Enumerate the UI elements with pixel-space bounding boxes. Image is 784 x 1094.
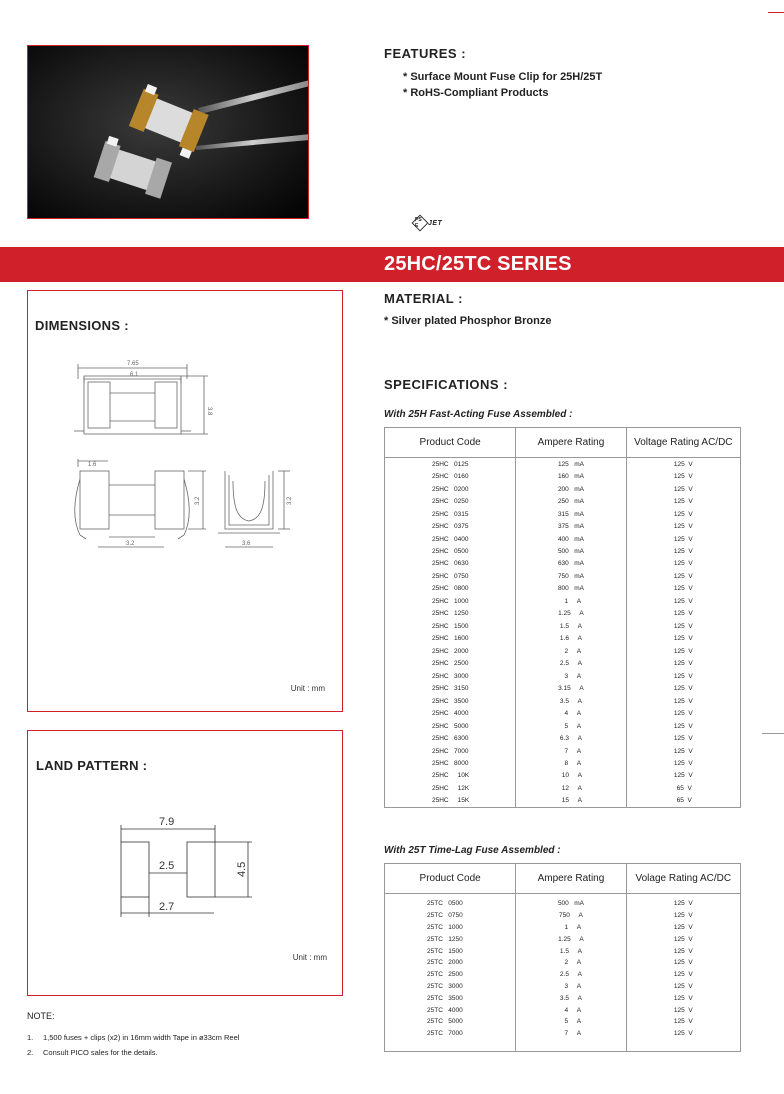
header-voltage-rating: Volage Rating AC/DC <box>635 873 732 884</box>
product-code-cell: 25HC 0750 <box>432 572 469 580</box>
product-code-cell: 25TC 1250 <box>427 935 463 943</box>
note-item: 2. Consult PICO sales for the details. <box>27 1048 158 1057</box>
features-section <box>384 46 764 101</box>
ampere-rating-cell: 10 A <box>559 772 582 780</box>
material-heading: MATERIAL : <box>384 291 463 306</box>
product-code-cell: 25TC 1500 <box>427 947 463 955</box>
ampere-rating-cell: 3.5 A <box>559 697 582 705</box>
product-code-cell: 25HC 1600 <box>432 635 469 643</box>
dim-label-height-side: 3.8 <box>206 407 212 416</box>
product-photo <box>27 45 309 219</box>
pse-mark-icon: PS E <box>412 215 429 232</box>
feature-item: * Surface Mount Fuse Clip for 25H/25T <box>403 71 603 83</box>
product-code-cell: 25TC 5000 <box>427 1018 463 1026</box>
table-25h-code-column <box>385 458 516 807</box>
product-code-cell: 25HC 12K <box>432 784 470 792</box>
product-code-cell: 25HC 3000 <box>432 672 469 680</box>
table-25h-ampere-column <box>516 458 626 807</box>
voltage-rating-cell: 125 V <box>673 772 693 780</box>
table-25t-voltage-column <box>627 894 740 1051</box>
product-code-cell: 25HC 1500 <box>432 622 469 630</box>
product-code-cell: 25TC 4000 <box>427 1006 463 1014</box>
voltage-rating-cell: 125 V <box>673 900 693 908</box>
ampere-rating-cell: 1.25 A <box>558 935 584 943</box>
voltage-rating-cell: 125 V <box>673 710 693 718</box>
header-ampere-rating: Ampere Rating <box>516 864 626 893</box>
ampere-rating-cell: 7 A <box>560 1030 582 1038</box>
ampere-rating-cell: 4 A <box>560 710 582 718</box>
voltage-rating-cell: 125 V <box>673 935 693 943</box>
land-label-total: 7.9 <box>159 816 175 828</box>
land-label-height: 4.5 <box>236 861 248 877</box>
voltage-rating-cell: 125 V <box>673 660 693 668</box>
voltage-rating-cell: 125 V <box>673 735 693 743</box>
product-code-cell: 25HC 0375 <box>432 523 469 531</box>
voltage-rating-cell: 125 V <box>673 1018 693 1026</box>
material-section <box>384 291 764 327</box>
voltage-rating-cell: 125 V <box>673 597 693 605</box>
voltage-rating-cell: 125 V <box>673 585 693 593</box>
voltage-rating-cell: 125 V <box>673 572 693 580</box>
land-pattern-panel <box>27 730 343 996</box>
voltage-rating-cell: 125 V <box>673 971 693 979</box>
product-code-cell: 25HC 0500 <box>432 548 469 556</box>
product-code-cell: 25HC 6300 <box>432 735 469 743</box>
voltage-rating-cell: 125 V <box>673 912 693 920</box>
specifications-heading: SPECIFICATIONS : <box>384 377 509 392</box>
dim-label-clip-width: 1.6 <box>88 462 97 468</box>
product-code-cell: 25HC 4000 <box>432 710 469 718</box>
table-25h-caption: With 25H Fast-Acting Fuse Assembled : <box>384 409 573 420</box>
ampere-rating-cell: 750 A <box>559 912 583 920</box>
table-25t-ampere-column <box>516 894 626 1051</box>
table-25t-code-column <box>385 894 516 1051</box>
dimensions-heading: DIMENSIONS : <box>35 318 129 333</box>
side-accent-line <box>762 733 784 734</box>
ampere-rating-cell: 1.25 A <box>558 610 584 618</box>
product-code-cell: 25HC 0400 <box>432 535 469 543</box>
dimensions-panel <box>27 290 343 712</box>
header-product-code: Product Code <box>385 864 516 893</box>
land-pattern-unit: Unit : mm <box>292 953 327 962</box>
voltage-rating-cell: 125 V <box>673 635 693 643</box>
land-pattern-heading: LAND PATTERN : <box>36 758 148 773</box>
voltage-rating-cell: 125 V <box>673 610 693 618</box>
product-code-cell: 25HC 0125 <box>432 460 469 468</box>
table-25h-header <box>385 428 740 458</box>
product-code-cell: 25TC 3000 <box>427 982 463 990</box>
land-label-pad-width: 2.7 <box>159 901 175 913</box>
table-25h <box>384 427 741 808</box>
voltage-rating-cell: 125 V <box>673 722 693 730</box>
voltage-rating-cell: 125 V <box>673 535 693 543</box>
ampere-rating-cell: 2 A <box>560 647 582 655</box>
voltage-rating-cell: 125 V <box>673 460 693 468</box>
table-25t <box>384 863 741 1052</box>
voltage-rating-cell: 125 V <box>673 947 693 955</box>
ampere-rating-cell: 2.5 A <box>559 971 582 979</box>
dim-label-height-front: 3.2 <box>195 496 201 505</box>
product-code-cell: 25HC 0250 <box>432 498 469 506</box>
product-code-cell: 25TC 2000 <box>427 959 463 967</box>
product-code-cell: 25TC 7000 <box>427 1030 463 1038</box>
product-code-cell: 25TC 0500 <box>427 900 463 908</box>
jet-mark-label: JET <box>428 219 443 227</box>
ampere-rating-cell: 750 mA <box>557 572 584 580</box>
features-heading: FEATURES : <box>384 46 467 61</box>
product-code-cell: 25HC 0315 <box>432 510 469 518</box>
ampere-rating-cell: 6.3 A <box>559 735 582 743</box>
dimensions-drawing <box>28 349 344 589</box>
ampere-rating-cell: 5 A <box>560 1018 582 1026</box>
product-code-cell: 25HC 2500 <box>432 660 469 668</box>
product-code-cell: 25HC 0200 <box>432 485 469 493</box>
product-code-cell: 25HC 0630 <box>432 560 469 568</box>
table-25h-body <box>385 458 740 807</box>
ampere-rating-cell: 375 mA <box>557 523 584 531</box>
product-code-cell: 25HC 0800 <box>432 585 469 593</box>
product-code-cell: 25HC 1250 <box>432 610 469 618</box>
ampere-rating-cell: 15 A <box>559 797 582 805</box>
table-25h-voltage-column <box>627 458 740 807</box>
ampere-rating-cell: 1 A <box>560 597 582 605</box>
product-code-cell: 25HC 2000 <box>432 647 469 655</box>
notes-list <box>27 1030 347 1060</box>
product-code-cell: 25TC 2500 <box>427 971 463 979</box>
ampere-rating-cell: 2 A <box>560 959 582 967</box>
voltage-rating-cell: 125 V <box>673 647 693 655</box>
product-code-cell: 25HC 8000 <box>432 759 469 767</box>
table-25t-body <box>385 894 740 1051</box>
ampere-rating-cell: 500 mA <box>557 548 584 556</box>
ampere-rating-cell: 1 A <box>560 923 582 931</box>
voltage-rating-cell: 125 V <box>673 560 693 568</box>
ampere-rating-cell: 315 mA <box>557 510 584 518</box>
ampere-rating-cell: 2.5 A <box>559 660 582 668</box>
ampere-rating-cell: 500 mA <box>557 900 584 908</box>
product-code-cell: 25TC 3500 <box>427 994 463 1002</box>
voltage-rating-cell: 125 V <box>673 498 693 506</box>
land-label-gap: 2.5 <box>159 860 175 872</box>
product-code-cell: 25HC 0160 <box>432 473 469 481</box>
ampere-rating-cell: 1.5 A <box>559 947 582 955</box>
voltage-rating-cell: 125 V <box>673 622 693 630</box>
voltage-rating-cell: 125 V <box>673 1006 693 1014</box>
header-ampere-rating: Ampere Rating <box>516 428 626 457</box>
voltage-rating-cell: 125 V <box>673 994 693 1002</box>
product-code-cell: 25HC 5000 <box>432 722 469 730</box>
ampere-rating-cell: 3 A <box>560 672 582 680</box>
series-banner <box>0 247 784 282</box>
voltage-rating-cell: 125 V <box>673 685 693 693</box>
land-pattern-drawing <box>28 811 344 951</box>
note-item: 1. 1,500 fuses + clips (x2) in 16mm width Tape in ø33cm Reel <box>27 1033 240 1042</box>
product-code-cell: 25HC 7000 <box>432 747 469 755</box>
product-code-cell: 25TC 1000 <box>427 923 463 931</box>
material-text: * Silver plated Phosphor Bronze <box>384 315 552 327</box>
product-code-cell: 25HC 1000 <box>432 597 469 605</box>
table-25t-caption: With 25T Time-Lag Fuse Assembled : <box>384 845 561 856</box>
ampere-rating-cell: 12 A <box>559 784 582 792</box>
ampere-rating-cell: 250 mA <box>557 498 584 506</box>
voltage-rating-cell: 65 V <box>674 797 692 805</box>
specifications-section <box>384 377 508 392</box>
notes-title: NOTE: <box>27 1011 55 1021</box>
product-code-cell: 25HC 15K <box>432 797 470 805</box>
certification-marks <box>414 216 442 230</box>
ampere-rating-cell: 125 mA <box>557 460 584 468</box>
voltage-rating-cell: 125 V <box>673 523 693 531</box>
dim-label-clip-depth: 3.6 <box>242 541 251 547</box>
voltage-rating-cell: 125 V <box>673 959 693 967</box>
ampere-rating-cell: 1.5 A <box>559 622 582 630</box>
dim-label-clip-span: 6.1 <box>130 372 139 378</box>
ampere-rating-cell: 400 mA <box>557 535 584 543</box>
voltage-rating-cell: 125 V <box>673 759 693 767</box>
voltage-rating-cell: 125 V <box>673 923 693 931</box>
voltage-rating-cell: 125 V <box>673 672 693 680</box>
voltage-rating-cell: 125 V <box>673 982 693 990</box>
voltage-rating-cell: 65 V <box>674 784 692 792</box>
dim-label-end-height: 3.2 <box>287 496 293 505</box>
corner-accent-line <box>768 12 784 13</box>
voltage-rating-cell: 125 V <box>673 1030 693 1038</box>
product-code-cell: 25HC 10K <box>432 772 470 780</box>
voltage-rating-cell: 125 V <box>673 510 693 518</box>
feature-item: * RoHS-Compliant Products <box>403 87 549 99</box>
header-product-code: Product Code <box>385 428 516 457</box>
ampere-rating-cell: 1.6 A <box>559 635 582 643</box>
header-voltage-rating: Voltage Rating AC/DC <box>634 437 733 448</box>
ampere-rating-cell: 3.5 A <box>559 994 582 1002</box>
ampere-rating-cell: 3 A <box>560 982 582 990</box>
ampere-rating-cell: 200 mA <box>557 485 584 493</box>
voltage-rating-cell: 125 V <box>673 473 693 481</box>
series-title: 25HC/25TC SERIES <box>384 253 572 275</box>
ampere-rating-cell: 3.15 A <box>558 685 584 693</box>
ampere-rating-cell: 800 mA <box>557 585 584 593</box>
ampere-rating-cell: 7 A <box>560 747 582 755</box>
notes-section <box>27 1011 347 1060</box>
features-list <box>403 69 764 101</box>
product-code-cell: 25HC 3150 <box>432 685 469 693</box>
ampere-rating-cell: 160 mA <box>557 473 584 481</box>
dim-label-overall-length: 7.65 <box>127 361 139 367</box>
table-25t-header <box>385 864 740 894</box>
fuse-clip-photo-illustration <box>28 46 309 219</box>
ampere-rating-cell: 4 A <box>560 1006 582 1014</box>
product-code-cell: 25TC 0750 <box>427 912 463 920</box>
ampere-rating-cell: 5 A <box>560 722 582 730</box>
voltage-rating-cell: 125 V <box>673 697 693 705</box>
product-code-cell: 25HC 3500 <box>432 697 469 705</box>
voltage-rating-cell: 125 V <box>673 747 693 755</box>
voltage-rating-cell: 125 V <box>673 485 693 493</box>
ampere-rating-cell: 8 A <box>560 759 582 767</box>
dimensions-unit: Unit : mm <box>290 684 325 693</box>
voltage-rating-cell: 125 V <box>673 548 693 556</box>
ampere-rating-cell: 630 mA <box>557 560 584 568</box>
dim-label-length-bottom: 3.2 <box>126 541 135 547</box>
